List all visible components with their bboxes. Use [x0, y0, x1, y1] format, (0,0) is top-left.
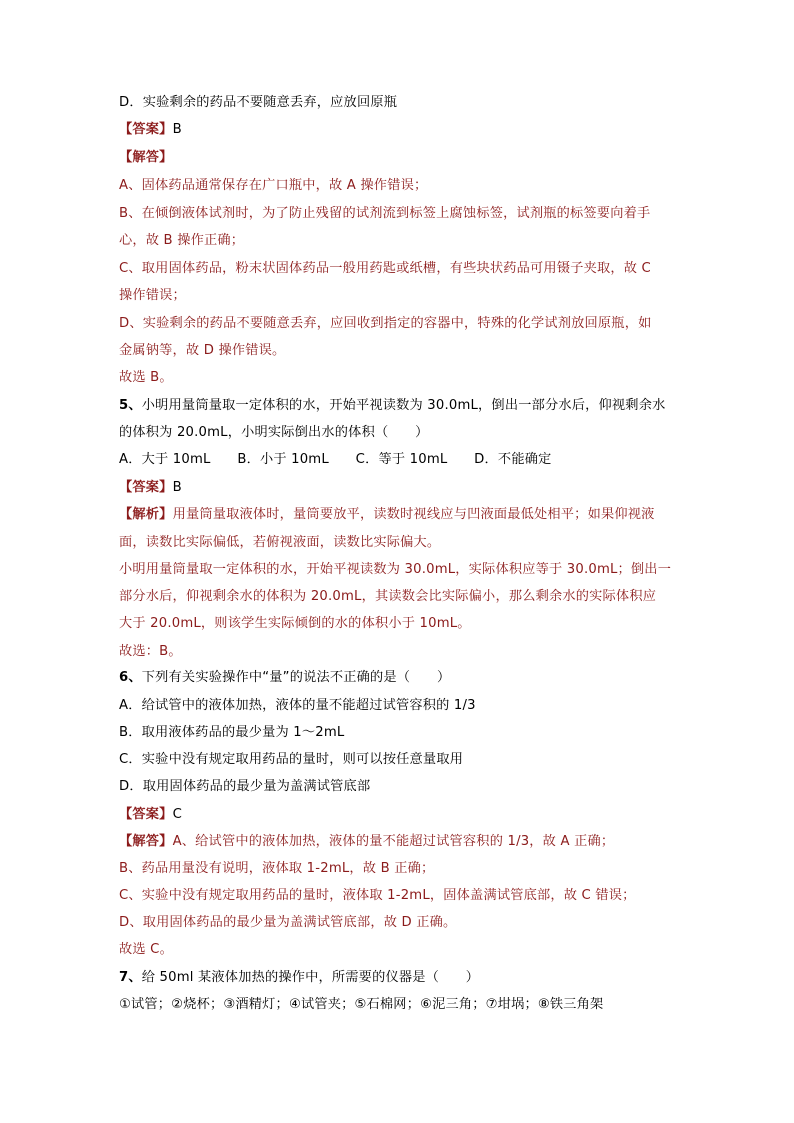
- explanation-line: 部分水后，仰视剩余水的体积为 20.0mL，其读数会比实际偏小，那么剩余水的实际体积应: [119, 589, 657, 604]
- answer-line: 【答案】C: [119, 807, 182, 822]
- explanation-line: C、实验中没有规定取用药品的量时，液体取 1-2mL，固体盖满试管底部，故 C 错误；: [119, 888, 636, 903]
- question-option: B．取用液体药品的最少量为 1～2mL: [119, 725, 345, 740]
- explanation-line: 大于 20.0mL，则该学生实际倾倒的水的体积小于 10mL。: [119, 616, 471, 631]
- explanation-line: C、取用固体药品，粉末状固体药品一般用药匙或纸槽，有些块状药品可用镊子夹取，故 C: [119, 261, 651, 276]
- question-line: ①试管；②烧杯；③酒精灯；④试管夹；⑤石棉网；⑥泥三角；⑦坩埚；⑧铁三角架: [119, 997, 604, 1012]
- question-5: 5、小明用量筒量取一定体积的水，开始平视读数为 30.0mL，倒出一部分水后，仰视剩余水: [119, 398, 666, 413]
- question-7: 7、给 50ml 某液体加热的操作中，所需要的仪器是（ ）: [119, 970, 480, 985]
- conclusion-line: 故选 C。: [119, 942, 173, 957]
- question-option: C．实验中没有规定取用药品的量时，则可以按任意量取用: [119, 752, 464, 767]
- explanation-line: 心，故 B 操作正确；: [119, 233, 245, 248]
- explanation-line: 金属钠等，故 D 操作错误。: [119, 343, 286, 358]
- explanation-line: B、药品用量没有说明，液体取 1-2mL，故 B 正确；: [119, 861, 435, 876]
- answer-line: 【答案】B: [119, 480, 182, 495]
- question-option: A．给试管中的液体加热，液体的量不能超过试管容积的 1/3: [119, 698, 476, 713]
- conclusion-line: 故选 B。: [119, 370, 173, 385]
- question-line: 的体积为 20.0mL，小明实际倒出水的体积（ ）: [119, 425, 429, 440]
- explanation-line: B、在倾倒液体试剂时，为了防止残留的试剂流到标签上腐蚀标签，试剂瓶的标签要向着手: [119, 206, 651, 221]
- explanation-line: D、实验剩余的药品不要随意丢弃，应回收到指定的容器中，特殊的化学试剂放回原瓶，如: [119, 316, 652, 331]
- text-line: D．实验剩余的药品不要随意丢弃，应放回原瓶: [119, 95, 398, 110]
- explanation-line: 小明用量筒量取一定体积的水，开始平视读数为 30.0mL，实际体积应等于 30.0mL；倒出一: [119, 562, 672, 577]
- explanation-line: D、取用固体药品的最少量为盖满试管底部，故 D 正确。: [119, 915, 457, 930]
- analysis-line: 【解析】用量筒量取液体时，量筒要放平，读数时视线应与凹液面最低处相平；如果仰视液: [119, 507, 655, 522]
- answer-line: 【答案】B: [119, 122, 182, 137]
- question-6: 6、下列有关实验操作中“量”的说法不正确的是（ ）: [119, 670, 451, 685]
- question-options: A．大于 10mL B．小于 10mL C．等于 10mL D．不能确定: [119, 452, 552, 467]
- solution-heading: 【解答】: [119, 150, 173, 165]
- explanation-line: 操作错误；: [119, 288, 186, 303]
- solution-line: 【解答】A、给试管中的液体加热，液体的量不能超过试管容积的 1/3，故 A 正确；: [119, 834, 615, 849]
- conclusion-line: 故选：B。: [119, 644, 182, 659]
- explanation-line: 面，读数比实际偏低，若俯视液面，读数比实际偏大。: [119, 535, 441, 550]
- explanation-line: A、固体药品通常保存在广口瓶中，故 A 操作错误；: [119, 178, 428, 193]
- question-option: D．取用固体药品的最少量为盖满试管底部: [119, 779, 371, 794]
